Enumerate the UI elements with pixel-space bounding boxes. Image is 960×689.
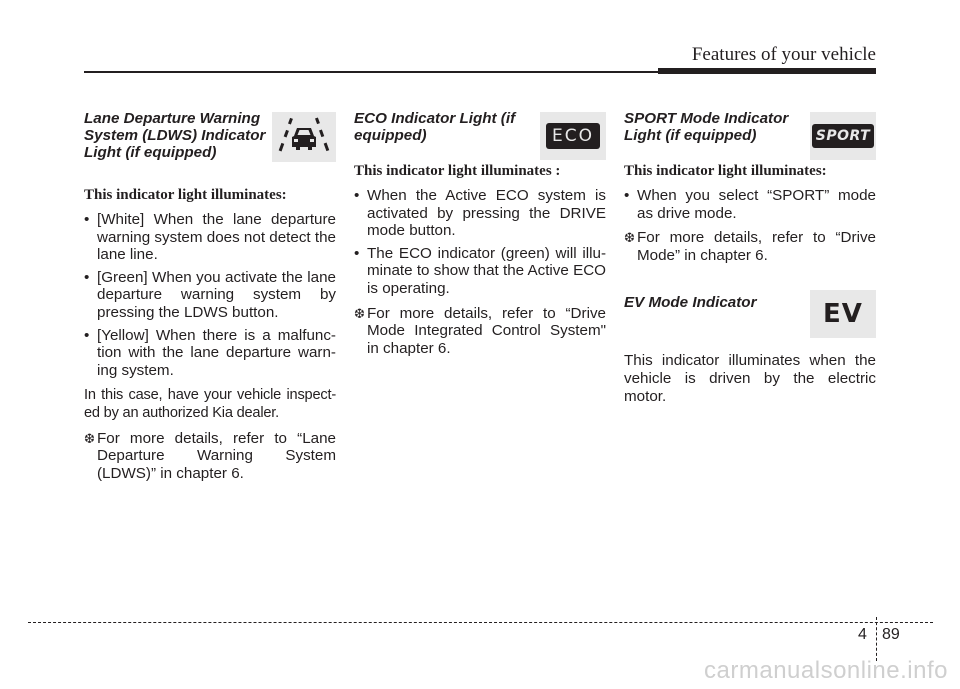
sport-icon-label: SPORT — [812, 124, 874, 148]
list-item: • The ECO indicator (green) will illu-minate to show that the Active ECO is operating. — [354, 245, 606, 298]
sport-note — [624, 229, 876, 264]
eco-indicator-icon — [540, 112, 606, 160]
sport-note-text: For more details, refer to “Drive Mode” in chapter 6. — [637, 229, 876, 264]
list-item: • When you select “SPORT” mode as drive mode. — [624, 187, 876, 222]
ldws-note-text: For more details, refer to “Lane Departure Warning System (LDWS)” in chapter 6. — [97, 429, 336, 482]
note-mark-icon: ❆ — [624, 230, 635, 246]
sport-bullet-list — [624, 187, 876, 222]
eco-note-text: For more details, refer to “Drive Mode Integrated Control System" in chapter 6. — [367, 304, 606, 357]
ev-indicator-icon — [810, 290, 876, 338]
list-item: • [Green] When you activate the lane departure warning system by pressing the LDWS button. — [84, 269, 336, 322]
column-eco — [354, 110, 606, 357]
eco-lead: This indicator light illuminates : — [354, 163, 561, 179]
page-number: 89 — [882, 626, 900, 643]
column-ldws — [84, 110, 336, 482]
chapter-number: 4 — [858, 626, 867, 643]
eco-note — [354, 305, 606, 358]
ldws-note — [84, 430, 336, 483]
ldws-title: Lane Departure Warning System (LDWS) Indicator Light (if equipped) — [84, 110, 266, 161]
ev-icon-label: EV — [823, 299, 863, 330]
column-sport-ev — [624, 110, 876, 405]
header-rule-accent — [658, 68, 876, 74]
lane-departure-car-icon — [272, 112, 336, 162]
list-item: • [Yellow] When there is a malfunc-tion with the lane departure warn-ing system. — [84, 327, 336, 380]
list-item: • When the Active ECO system is activated by pressing the DRIVE mode button. — [354, 187, 606, 240]
sport-title: SPORT Mode Indicator Light (if equipped) — [624, 110, 789, 144]
ev-title: EV Mode Indicator — [624, 294, 757, 312]
note-mark-icon: ❆ — [84, 430, 95, 446]
ldws-bullet-list — [84, 211, 336, 379]
eco-bullet-list — [354, 187, 606, 298]
ldws-paragraph: In this case, have your vehicle inspect-ed by an authorized Kia dealer. — [84, 387, 336, 421]
eco-icon-label: ECO — [546, 123, 600, 149]
watermark: carmanualsonline.info — [704, 657, 948, 684]
ev-paragraph: This indicator illuminates when the vehicle is driven by the electric motor. — [624, 352, 876, 405]
list-item: • [White] When the lane departure warning system does not detect the lane line. — [84, 211, 336, 264]
footer-page-separator — [876, 617, 877, 661]
page-header-title: Features of your vehicle — [691, 44, 876, 65]
ldws-section-header — [84, 110, 336, 162]
sport-indicator-icon — [810, 112, 876, 160]
ev-section-header — [624, 290, 876, 340]
sport-lead: This indicator light illuminates: — [624, 163, 827, 179]
eco-title: ECO Indicator Light (if equipped) — [354, 110, 516, 144]
note-mark-icon: ❆ — [354, 305, 365, 321]
ldws-lead: This indicator light illuminates: — [84, 187, 287, 203]
footer-divider — [28, 622, 933, 623]
eco-section-header — [354, 110, 606, 144]
sport-section-header — [624, 110, 876, 144]
